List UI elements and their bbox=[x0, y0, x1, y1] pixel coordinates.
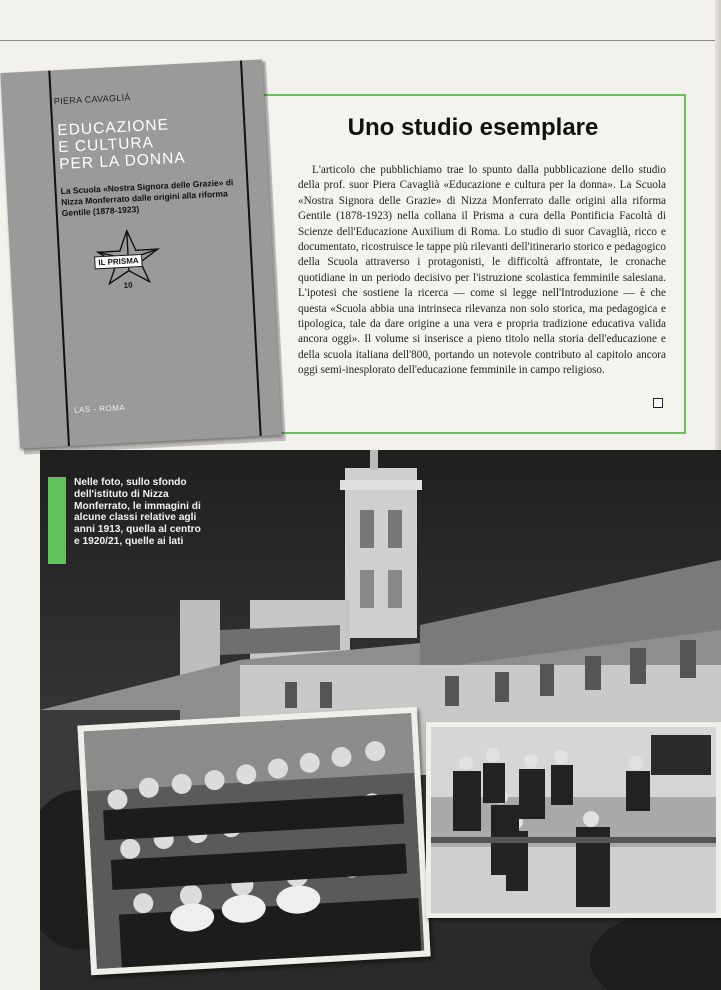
class-photo-left bbox=[77, 707, 430, 976]
series-number: 10 bbox=[123, 280, 133, 290]
class-photo-left-image bbox=[84, 713, 425, 969]
article-paragraph: L'articolo che pubblichiamo trae lo spunto dalla pubblicazione dello studio della prof. suor Piera Cavaglià «Educazione e cultura per la donna». La Scuola «Nostra Signora delle Grazie» di Nizza Monferrato dalle origini alla riforma Gentile (1878-1923) nella collana il Prisma a cura della Pontificia Facoltà di Scienze dell'Educazione Auxilium di Roma. Lo studio di suor Cavaglià, ricco e documentato, ricostruisce le tappe più rilevanti dell'itinerario storico e pedagogico della Scuola attraverso i protagonisti, le difficoltà affrontate, le cronache quotidiane in un periodo decisivo per l'istruzione scolastica femminile salesiana. L'ipotesi che sostiene la ricerca — come si legge nell'Introduzione — è che questa «Scuola abbia una intrinseca rilevanza non solo storica, ma pedagogica e tipologica, tale da dare origine a una vera e propria tradizione educativa valida ancora oggi». Il volume si inserisce a pieno titolo nella storia dell'educazione e della scuola italiana dell'800, portando un notevole contributo al capitolo ancora oggi semi-inesplorato dell'educazione femminile in campo religioso. bbox=[298, 164, 666, 377]
article-body bbox=[298, 163, 666, 379]
book-title-line: EDUCAZIONE bbox=[56, 116, 170, 140]
article-title: Uno studio esemplare bbox=[347, 114, 599, 141]
photo-caption: Nelle foto, sullo sfondo dell'istituto di Nizza Monferrato, le immagini di alcune classi relative agli anni 1913, quella al centro e 1920/21, quelle ai lati bbox=[74, 477, 201, 547]
book-author: PIERA CAVAGLIÀ bbox=[53, 92, 131, 107]
cover-line bbox=[240, 60, 262, 436]
book-title-line: PER LA DONNA bbox=[58, 149, 187, 174]
header-rule bbox=[0, 40, 721, 41]
book-subtitle: La Scuola «Nostra Signora delle Grazie» di Nizza Monferrato dalle origini alla riforma Gentile (1878-1923) bbox=[60, 177, 234, 219]
book-title bbox=[57, 116, 186, 174]
class-photo-right bbox=[426, 722, 721, 918]
caption-accent-bar bbox=[48, 477, 66, 564]
series-label: IL PRISMA bbox=[94, 254, 143, 270]
book-publisher: LAS - ROMA bbox=[73, 403, 126, 415]
book-title-line: E CULTURA bbox=[57, 134, 155, 157]
book-cover bbox=[0, 59, 281, 448]
class-photo-right-image bbox=[431, 727, 716, 913]
end-of-article-mark bbox=[653, 398, 663, 408]
